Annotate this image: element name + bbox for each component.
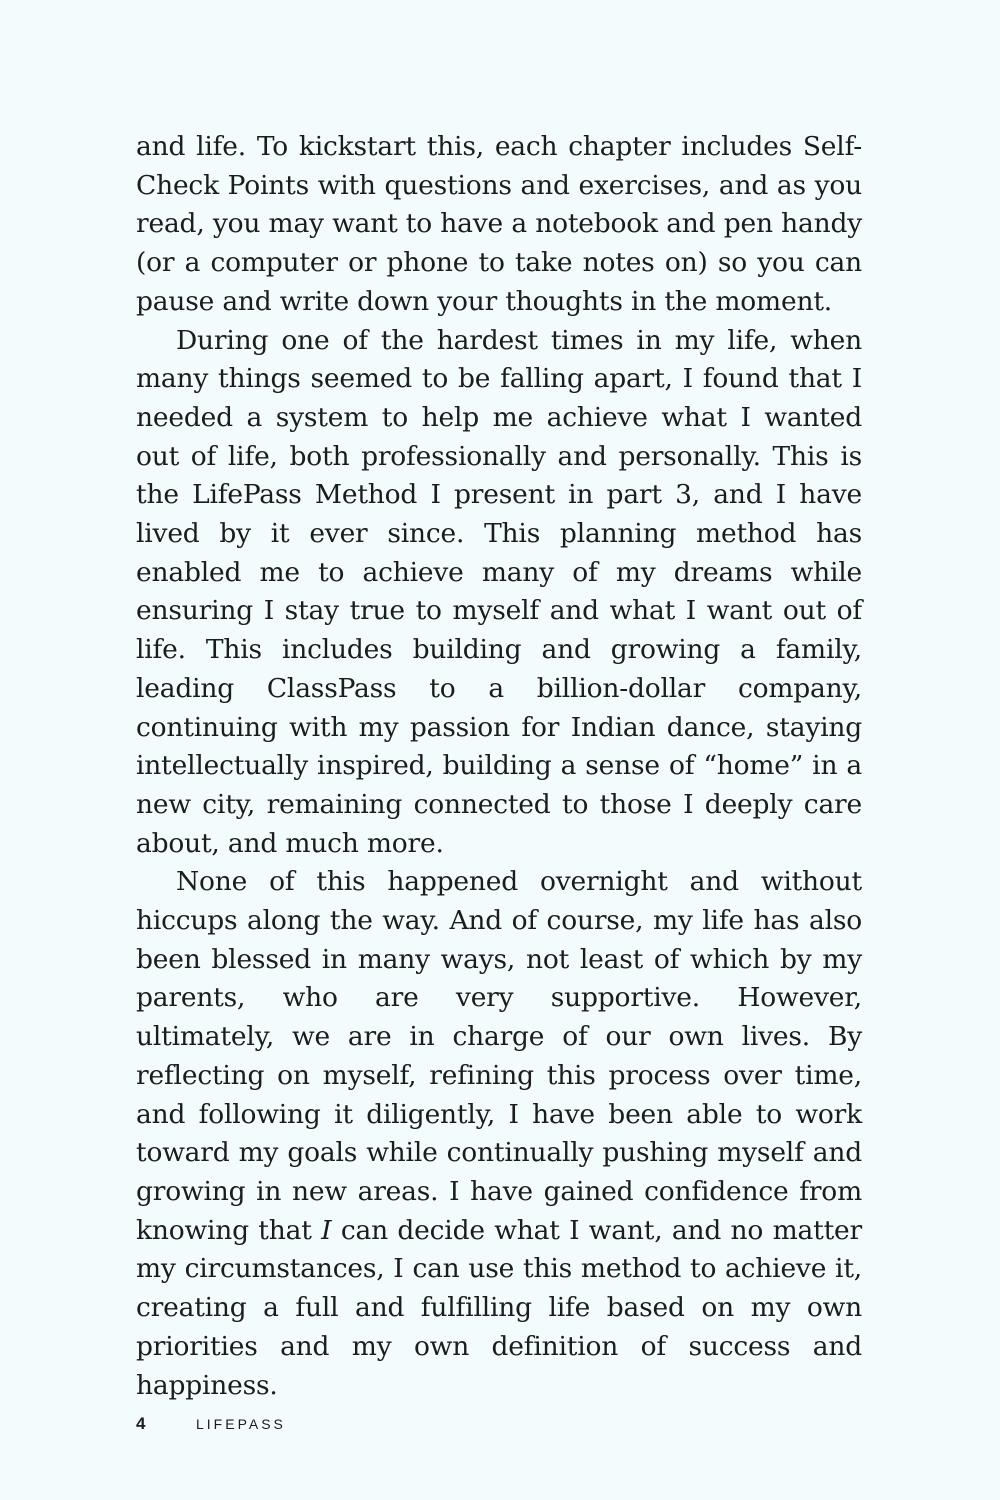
page-body [136, 128, 862, 1405]
paragraph-text-after-italic: can decide what I want, and no matter my circumstances, I can use this method to achieve it, creating a full and fulfilling life based on my own priorities and my own definition of success and happiness. [136, 1214, 862, 1401]
paragraph-lifepass-method: During one of the hardest times in my life, when many things seemed to be falling apart, I found that I needed a system to help me achieve what I wanted out of life, both professionally and personally. This is the LifePass Method I present in part 3, and I have lived by it ever since. This planning method has enabled me to achieve many of my dreams while ensuring I stay true to myself and what I want out of life. This includes building and growing a family, leading ClassPass to a billion-dollar company, continuing with my passion for Indian dance, staying intellectually inspired, building a sense of “home” in a new city, remaining connected to those I deeply care about, and much more. [136, 324, 862, 859]
paragraph-none-overnight [136, 863, 862, 1405]
italic-emphasis: I [321, 1214, 332, 1246]
page-footer [136, 1414, 286, 1434]
running-head: LIFEPASS [196, 1416, 286, 1432]
paragraph-continued: and life. To kickstart this, each chapter includes Self-Check Points with questions and exercises, and as you read, you may want to have a notebook and pen handy (or a computer or phone to take notes on) so you can pause and write down your thoughts in the moment. [136, 131, 862, 317]
page-number: 4 [136, 1414, 146, 1433]
paragraph-text-before-italic: None of this happened overnight and without hiccups along the way. And of course, my life has also been blessed in many ways, not least of which by my parents, who are very supportive. However, ultimately, we are in charge of our own lives. By reflecting on myself, refining this process over time, and following it diligently, I have been able to work toward my goals while continually pushing myself and growing in new areas. I have gained confidence from knowing that [136, 866, 862, 1246]
